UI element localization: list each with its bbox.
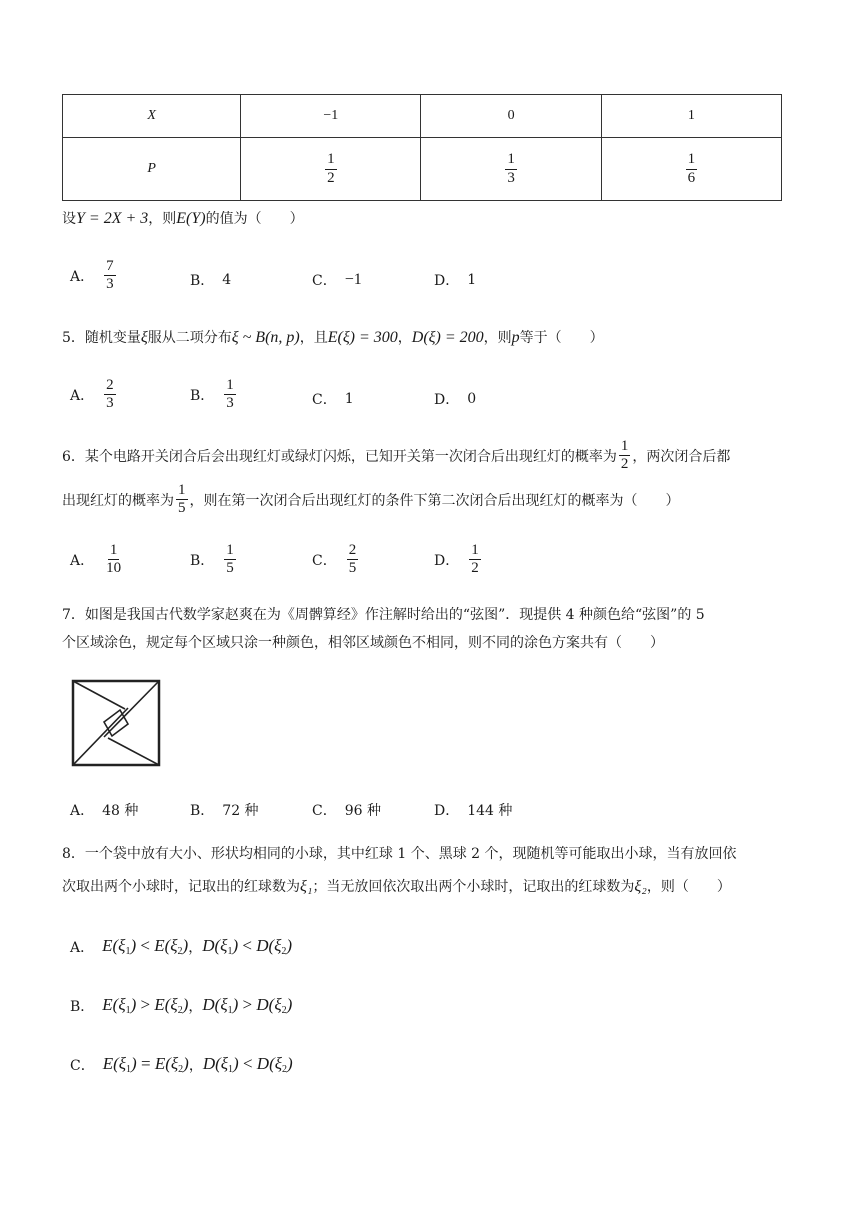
table-head-x: X: [147, 108, 156, 123]
q4-option-b[interactable]: B． 4: [190, 272, 232, 289]
q5-stem: 5．随机变量ξ服从二项分布ξ ~ B(n, p)，且E(ξ) = 300，D(ξ) = 200，则p等于（ ）: [62, 329, 604, 346]
fraction: $\frac{1}{3}$: [507, 151, 515, 186]
q7-stem-line2: 个区域涂色，规定每个区域只涂一种颜色，相邻区域颜色不相同，则不同的涂色方案共有（ ）: [62, 635, 664, 651]
q7-option-c[interactable]: C． 96 种: [312, 803, 381, 819]
fraction: $\frac{1}{2}$: [620, 438, 629, 473]
q8-option-c[interactable]: C． $E(\xi_1) = E(\xi_2)$ ， $D(\xi_1) < D(\xi_2)$: [70, 1054, 293, 1075]
q8-stem-line1: 8．一个袋中放有大小、形状均相同的小球，其中红球 1 个、黑球 2 个，现随机等可能取出小球，当有放回依: [62, 846, 737, 862]
distribution-table: [62, 94, 782, 201]
q8-option-b[interactable]: B． $E(\xi_1) > E(\xi_2)$ ， $D(\xi_1) > D(\xi_2)$: [70, 995, 293, 1016]
table-row: [63, 138, 782, 201]
q4-option-a[interactable]: A． $\frac{7}{3}$: [70, 258, 114, 293]
table-cell: 1: [687, 108, 695, 123]
q6-stem-line2: 出现红灯的概率为 $\frac{1}{5}$ ，则在第一次闭合后出现红灯的条件下第二次闭合后出现红灯的概率为（ ）: [62, 482, 680, 517]
q6-option-d[interactable]: D． $\frac{1}{2}$: [434, 542, 479, 577]
q7-option-b[interactable]: B． 72 种: [190, 803, 259, 819]
q5-option-d[interactable]: D． 0: [434, 391, 477, 408]
q6-option-b[interactable]: B． $\frac{1}{5}$: [190, 542, 234, 577]
q7-stem-line1: 7．如图是我国古代数学家赵爽在为《周髀算经》作注解时给出的“弦图”．现提供 4 种颜色给“弦图”的 5: [62, 607, 705, 623]
q6-option-c[interactable]: C． $\frac{2}{5}$: [312, 542, 357, 577]
fraction: $\frac{1}{10}$: [106, 542, 122, 577]
q4-option-c[interactable]: C． −1: [312, 271, 362, 289]
fraction: $\frac{7}{3}$: [106, 258, 114, 293]
q7-option-a[interactable]: A． 48 种: [70, 803, 139, 819]
q5-option-b[interactable]: B． $\frac{1}{3}$: [190, 377, 234, 412]
q6-option-a[interactable]: A． $\frac{1}{10}$: [70, 542, 122, 577]
fraction: $\frac{2}{5}$: [348, 542, 357, 577]
q8-option-a[interactable]: A． $E(\xi_1) < E(\xi_2)$ ， $D(\xi_1) < D(\xi_2)$: [70, 936, 293, 957]
q5-option-c[interactable]: C． 1: [312, 391, 354, 408]
table-row: [63, 95, 782, 138]
fraction: $\frac{2}{3}$: [106, 377, 114, 412]
q4-option-d[interactable]: D． 1: [434, 272, 477, 289]
table-head-p: P: [147, 161, 156, 176]
fraction: $\frac{1}{3}$: [226, 377, 234, 412]
fraction: $\frac{1}{2}$: [327, 151, 335, 186]
fraction: $\frac{1}{5}$: [226, 542, 234, 577]
q5-option-a[interactable]: A． $\frac{2}{3}$: [70, 377, 114, 412]
q7-option-d[interactable]: D． 144 种: [434, 803, 513, 819]
hypotenuse-diagram: [70, 678, 162, 768]
table-cell: 0: [507, 108, 515, 123]
fraction: $\frac{1}{2}$: [471, 542, 479, 577]
q4-stem: 设Y = 2X + 3，则E(Y)的值为（ ）: [62, 210, 304, 227]
q6-stem-line1: 6．某个电路开关闭合后会出现红灯或绿灯闪烁，已知开关第一次闭合后出现红灯的概率为 $\frac{1}{2}$ ，两次闭合后都: [62, 438, 731, 473]
table-cell: −1: [323, 108, 339, 123]
fraction: $\frac{1}{5}$: [178, 482, 186, 517]
q8-stem-line2: 次取出两个小球时，记取出的红球数为ξ₁；当无放回依次取出两个小球时，记取出的红球数为ξ₂，则（ ）: [62, 878, 731, 895]
fraction: $\frac{1}{6}$: [687, 151, 696, 186]
